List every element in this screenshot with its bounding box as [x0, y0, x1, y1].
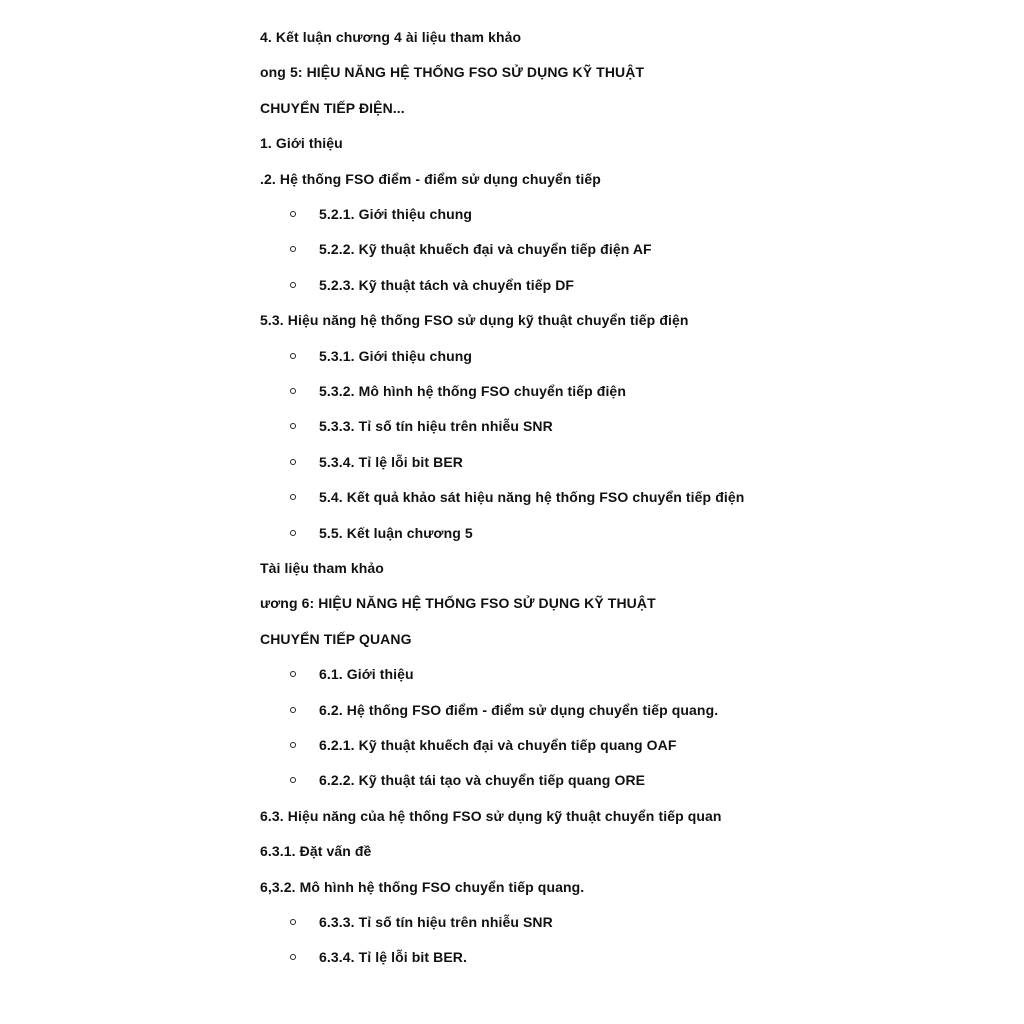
outline-item: 1. Giới thiệu	[260, 135, 343, 151]
bullet-icon	[290, 353, 296, 359]
outline-subitem: 6.2.1. Kỹ thuật khuếch đại và chuyển tiếp quang OAF	[319, 737, 677, 753]
outline-item: 4. Kết luận chương 4 ài liệu tham khảo	[260, 29, 522, 45]
bullet-icon	[290, 671, 296, 677]
outline-item: CHUYỂN TIẾP ĐIỆN...	[260, 100, 405, 116]
bullet-icon	[290, 530, 296, 536]
bullet-icon	[290, 246, 296, 252]
bullet-icon	[290, 919, 296, 925]
outline-subitem: 6.2. Hệ thống FSO điểm - điểm sử dụng chuyển tiếp quang.	[319, 702, 719, 718]
bullet-icon	[290, 494, 296, 500]
outline-subitem: 5.2.3. Kỹ thuật tách và chuyển tiếp DF	[319, 277, 575, 293]
bullet-icon	[290, 211, 296, 217]
outline-subitem: 6.3.4. Tỉ lệ lỗi bit BER.	[319, 949, 467, 965]
bullet-icon	[290, 282, 296, 288]
outline-item: ương 6: HIỆU NĂNG HỆ THỐNG FSO SỬ DỤNG KỸ THUẬT	[260, 595, 656, 611]
outline-subitem: 6.3.3. Tỉ số tín hiệu trên nhiễu SNR	[319, 914, 553, 930]
outline-item: 5.3. Hiệu năng hệ thống FSO sử dụng kỹ thuật chuyển tiếp điện	[260, 312, 689, 328]
outline-item: ong 5: HIỆU NĂNG HỆ THỐNG FSO SỬ DỤNG KỸ THUẬT	[260, 64, 645, 80]
outline-item: 6,3.2. Mô hình hệ thống FSO chuyển tiếp quang.	[260, 879, 585, 895]
outline-subitem: 5.2.1. Giới thiệu chung	[319, 206, 473, 222]
bullet-icon	[290, 423, 296, 429]
outline-item: CHUYỂN TIẾP QUANG	[260, 631, 412, 647]
outline-subitem: 5.3.2. Mô hình hệ thống FSO chuyển tiếp điện	[319, 383, 626, 399]
outline-subitem: 5.3.4. Tỉ lệ lỗi bit BER	[319, 454, 463, 470]
outline-subitem: 5.5. Kết luận chương 5	[319, 525, 473, 541]
bullet-icon	[290, 459, 296, 465]
bullet-icon	[290, 707, 296, 713]
outline-item: 6.3.1. Đặt vấn đề	[260, 843, 372, 859]
outline-subitem: 5.2.2. Kỹ thuật khuếch đại và chuyển tiếp điện AF	[319, 241, 652, 257]
outline-item: .2. Hệ thống FSO điểm - điểm sử dụng chuyển tiếp	[260, 171, 601, 187]
outline-subitem: 5.3.1. Giới thiệu chung	[319, 348, 473, 364]
outline-item: Tài liệu tham khảo	[260, 560, 384, 576]
outline-item: 6.3. Hiệu năng của hệ thống FSO sử dụng kỹ thuật chuyển tiếp quan	[260, 808, 722, 824]
outline-subitem: 5.3.3. Tỉ số tín hiệu trên nhiễu SNR	[319, 418, 553, 434]
outline-subitem: 6.2.2. Kỹ thuật tái tạo và chuyển tiếp quang ORE	[319, 772, 646, 788]
outline-subitem: 6.1. Giới thiệu	[319, 666, 414, 682]
bullet-icon	[290, 388, 296, 394]
bullet-icon	[290, 954, 296, 960]
bullet-icon	[290, 777, 296, 783]
outline-subitem: 5.4. Kết quả khảo sát hiệu năng hệ thống FSO chuyển tiếp điện	[319, 489, 745, 505]
bullet-icon	[290, 742, 296, 748]
